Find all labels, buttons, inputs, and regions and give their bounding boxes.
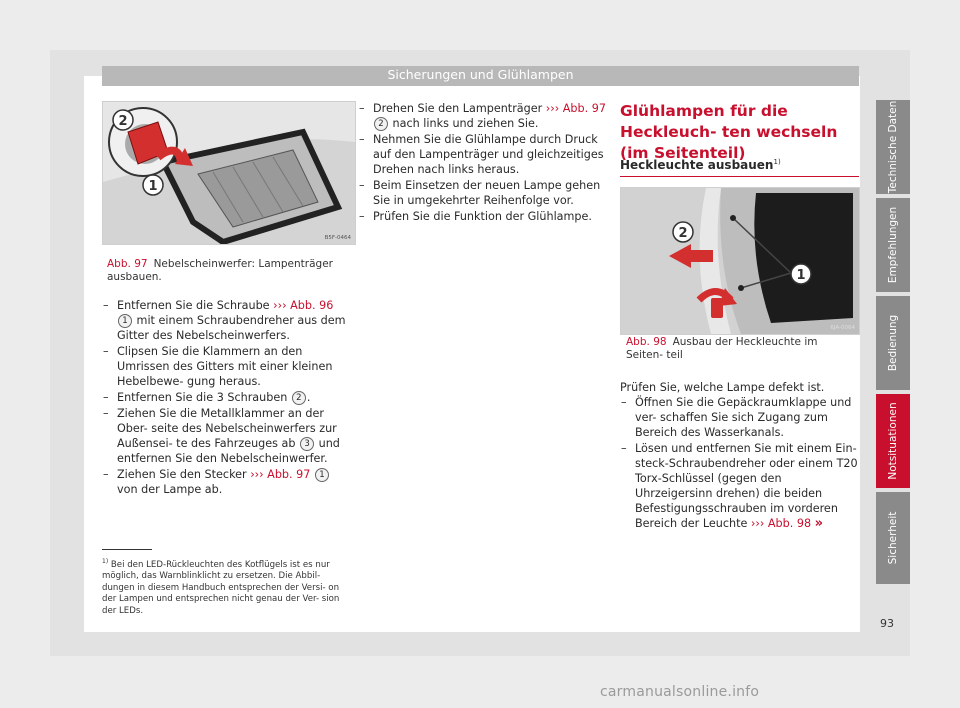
list-item: – Nehmen Sie die Glühlampe durch Druck auf den Lampenträger und gleichzeitiges Drehen nach links heraus. [358,132,608,177]
section-title: Glühlampen für die Heckleuch- ten wechseln (im Seitenteil) [620,102,838,162]
page-number: 93 [880,617,894,630]
list-item: – Clipsen Sie die Klammern an den Umrissen des Gitters mit einer kleinen Hebelbewe- gung heraus. [102,344,352,389]
tail-light-illustration [621,188,859,334]
figure-97-caption [107,258,352,284]
figure-98-code: 6JA-0064 [830,325,855,331]
subtitle-rule [620,176,859,177]
footnote-ref[interactable]: 1) [773,158,781,166]
callout-number: 2 [374,117,388,131]
figure-97-marker-1: 1 [148,179,158,194]
figure-98 [620,187,860,335]
list-item: – Öffnen Sie die Gepäckraumklappe und ver- schaffen Sie sich Zugang zum Bereich des Wasserkanals. [620,395,860,440]
footnote-rule [102,549,152,550]
callout-number: 3 [300,437,314,451]
figure-97-caption-text: Nebelscheinwerfer: Lampenträger ausbauen. [107,258,333,283]
list-item: – Drehen Sie den Lampenträger ››› Abb. 97 2 nach links und ziehen Sie. [358,101,608,131]
figure-97-marker-2: 2 [118,114,128,129]
figure-97 [102,101,356,245]
figure-link[interactable]: ››› Abb. 96 [273,299,334,312]
tab-sicherheit[interactable]: Sicherheit [876,492,910,584]
callout-number: 1 [118,314,132,328]
column-3-steps [620,380,860,532]
footnote: $^{1)}$ Bei den LED-Rückleuchten des Kotflügels ist es nur möglich, das Warnblinklicht zu ersetzen. Die Abbil- dungen in diesem Handbuch entsprechen der Versi- on der Lampen und entsprechen nicht genau der Ver- sion der LEDs. [102,558,340,616]
tab-technische-daten[interactable]: Technische Daten [876,100,910,194]
figure-97-label: Abb. 97 [107,258,148,270]
watermark: carmanualsonline.info [600,684,760,700]
tab-notsituationen[interactable]: Notsituationen [876,394,910,488]
callout-number: 2 [292,391,306,405]
section-subtitle: Heckleuchte ausbauen$^{1)}$ [620,158,781,172]
column-1-steps [102,298,352,498]
list-item: – Lösen und entfernen Sie mit einem Ein- steck-Schraubendreher oder einem T20 Torx-Schlüssel (gegen den Uhrzeigersinn drehen) die beiden Befestigungsschrauben im vorderen Bereich der Leuchte ››› Abb. 98 » [620,441,860,531]
figure-link[interactable]: ››› Abb. 97 [250,468,311,481]
tab-empfehlungen[interactable]: Empfehlungen [876,198,910,292]
figure-98-caption [626,336,856,362]
column-2-steps [358,101,608,225]
figure-97-code: B5F-0464 [324,235,351,241]
figure-98-label: Abb. 98 [626,336,667,348]
figure-98-caption-text: Ausbau der Heckleuchte im Seiten- teil [626,336,818,361]
page-header-title: Sicherungen und Glühlampen [387,67,574,82]
list-item: – Ziehen Sie den Stecker ››› Abb. 97 1 von der Lampe ab. [102,467,352,497]
fog-light-illustration [103,102,355,244]
tab-bedienung[interactable]: Bedienung [876,296,910,390]
list-item: – Prüfen Sie die Funktion der Glühlampe. [358,209,608,224]
figure-98-marker-2: 2 [678,226,688,241]
continue-marker: » [814,516,824,531]
intro-text: Prüfen Sie, welche Lampe defekt ist. [620,381,825,394]
list-item: – Entfernen Sie die 3 Schrauben 2 . [102,390,352,405]
callout-number: 1 [315,468,329,482]
figure-link[interactable]: ››› Abb. 98 [750,517,812,530]
list-item: – Beim Einsetzen der neuen Lampe gehen Sie in umgekehrter Reihenfolge vor. [358,178,608,208]
figure-98-marker-1: 1 [796,268,806,283]
figure-link[interactable]: ››› Abb. 97 [545,102,606,115]
list-item: – Entfernen Sie die Schraube ››› Abb. 96 1 mit einem Schraubendreher aus dem Gitter des Nebelscheinwerfers. [102,298,352,343]
list-item: – Ziehen Sie die Metallklammer an der Ober- seite des Nebelscheinwerfers zur Außensei- te des Fahrzeuges ab 3 und entfernen Sie den Nebelscheinwerfer. [102,406,352,466]
